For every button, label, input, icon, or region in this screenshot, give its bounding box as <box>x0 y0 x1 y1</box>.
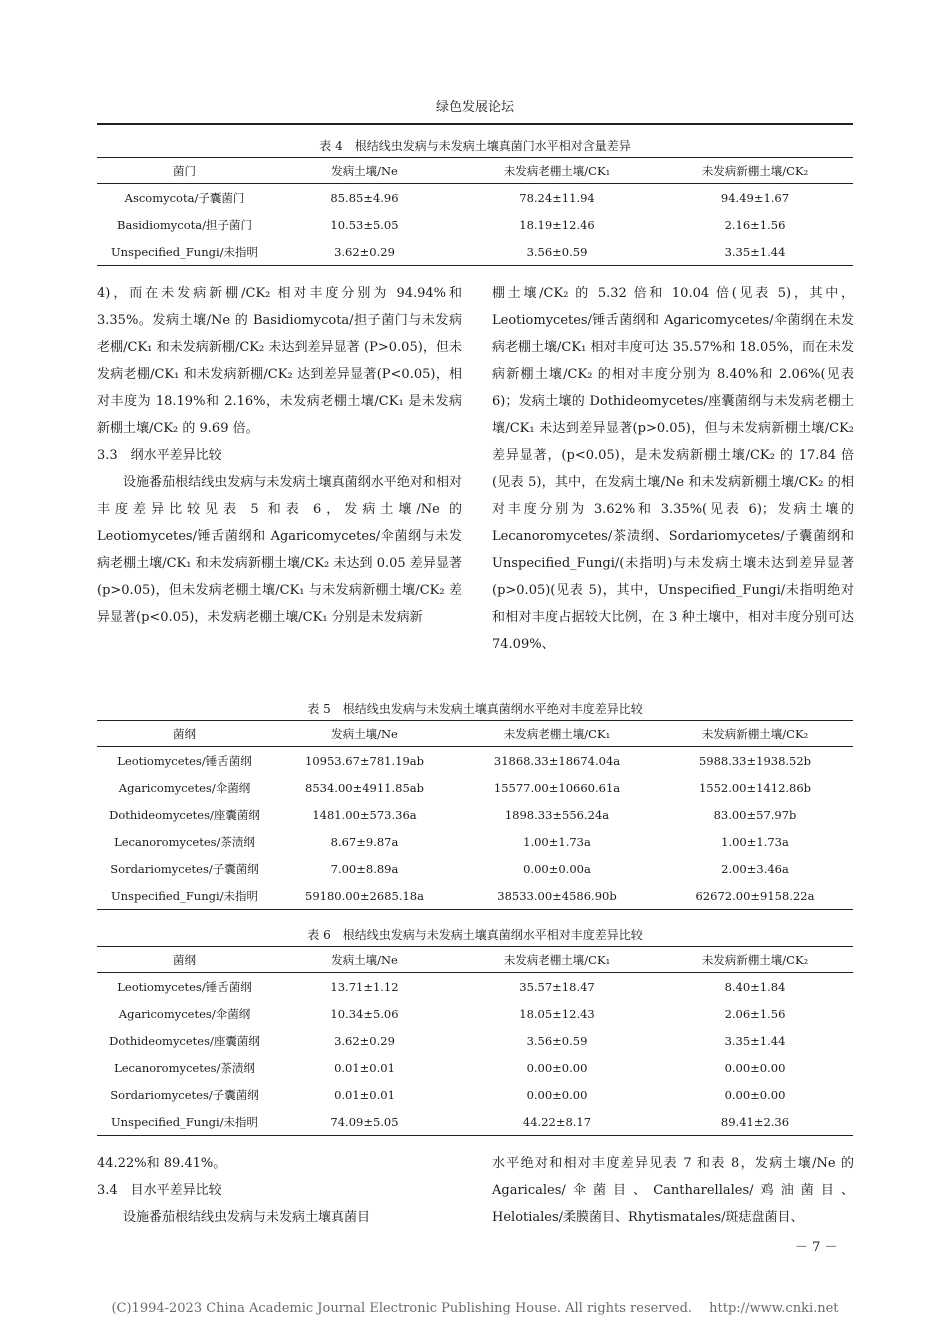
table-row <box>97 1054 853 1081</box>
table-row <box>97 828 853 855</box>
section-heading-3-4: 3.4 目水平差异比较 <box>97 1183 222 1198</box>
table-row <box>97 1108 853 1136</box>
table-cell: 59180.00±2685.18a <box>272 882 457 910</box>
table-cell: 3.56±0.59 <box>526 1033 588 1048</box>
table-cell: 2.16±1.56 <box>724 217 786 232</box>
header-rule <box>97 123 853 125</box>
table-cell: 0.00±0.00a <box>523 861 591 876</box>
table-cell: 89.41±2.36 <box>657 1108 853 1136</box>
table6-caption: 表 6 根结线虫发病与未发病土壤真菌纲水平相对丰度差异比较 <box>307 928 643 942</box>
table5-caption: 表 5 根结线虫发病与未发病土壤真菌纲水平绝对丰度差异比较 <box>307 702 643 716</box>
table-cell: 2.00±3.46a <box>721 861 789 876</box>
table-cell: 1.00±1.73a <box>721 834 789 849</box>
table-cell: Lecanoromycetes/茶渍纲 <box>114 1060 255 1075</box>
table-row <box>97 973 853 1001</box>
table-row <box>97 238 853 266</box>
table-cell: 83.00±57.97b <box>713 807 797 822</box>
column-header: 菌纲 <box>97 947 272 973</box>
table-cell: 3.35±1.44 <box>724 1033 786 1048</box>
table-cell: Leotiomycetes/锤舌菌纲 <box>117 753 252 768</box>
left-column-2 <box>97 1150 462 1231</box>
table-cell: 1481.00±573.36a <box>312 807 417 822</box>
table-cell: 0.00±0.00 <box>526 1087 588 1102</box>
table-cell: 10953.67±781.19ab <box>305 753 424 768</box>
paragraph: 44.22%和 89.41%。 <box>97 1156 227 1171</box>
table-cell: Basidiomycota/担子菌门 <box>117 217 252 232</box>
paragraph: 设施番茄根结线虫发病与未发病土壤真菌目 <box>123 1210 371 1225</box>
table-row <box>97 774 853 801</box>
column-header: 菌纲 <box>97 721 272 747</box>
table-row <box>97 1081 853 1108</box>
table-cell: 1.00±1.73a <box>523 834 591 849</box>
table4-caption: 表 4 根结线虫发病与未发病土壤真菌门水平相对含量差异 <box>319 139 631 153</box>
table-cell: 62672.00±9158.22a <box>657 882 853 910</box>
table-cell: 5988.33±1938.52b <box>698 753 812 768</box>
column-header: 菌门 <box>97 158 272 184</box>
column-header: 发病土壤/Ne <box>272 158 457 184</box>
table-cell: 0.01±0.01 <box>334 1060 395 1075</box>
column-header: 未发病新棚土壤/CK₂ <box>657 947 853 973</box>
table-cell: 74.09±5.05 <box>272 1108 457 1136</box>
table-cell: 10.53±5.05 <box>330 217 399 232</box>
table-cell: Sordariomycetes/子囊菌纲 <box>110 861 259 876</box>
table-cell: Dothideomycetes/座囊菌纲 <box>109 807 260 822</box>
left-column-1 <box>97 280 462 631</box>
table-cell: 8.67±9.87a <box>330 834 399 849</box>
table-cell: 8534.00±4911.85ab <box>305 780 424 795</box>
table6 <box>97 946 853 1136</box>
column-header: 未发病老棚土壤/CK₁ <box>457 721 657 747</box>
table5 <box>97 720 853 910</box>
column-header: 未发病老棚土壤/CK₁ <box>457 158 657 184</box>
table-row <box>97 1000 853 1027</box>
copyright-footer: (C)1994-2023 China Academic Journal Electronic Publishing House. All rights reserved. http://www.cnki.net <box>111 1301 839 1316</box>
table-cell: 3.62±0.29 <box>334 1033 395 1048</box>
paragraph: 4)，而在未发病新棚/CK₂ 相对丰度分别为 94.94%和 3.35%。发病土壤/Ne 的 Basidiomycota/担子菌门与未发病老棚/CK₁ 和未发病新棚/CK₂ 未达到差异显著 (P>0.05)，但未发病老棚/CK₁ 和未发病新棚/CK₂ 达到差异显著(P<0.05)，相对丰度为 18.19%和 2.16%，未发病老棚土壤/CK₁ 是未发病新棚土壤/CK₂ 的 9.69 倍。 <box>97 286 462 436</box>
table-cell: Agaricomycetes/伞菌纲 <box>118 1006 251 1021</box>
section-heading-3-3: 3.3 纲水平差异比较 <box>97 448 222 463</box>
table-cell: Sordariomycetes/子囊菌纲 <box>110 1087 259 1102</box>
paragraph: 水平绝对和相对丰度差异见表 7 和表 8，发病土壤/Ne 的 Agaricales/伞菌目、Cantharellales/鸡油菌目、Helotiales/柔膜菌目、Rhytismatales/斑痣盘菌目、 <box>492 1156 854 1225</box>
table-row <box>97 1027 853 1054</box>
table-cell: 8.40±1.84 <box>724 979 786 994</box>
table-cell: 78.24±11.94 <box>519 190 595 205</box>
right-column-2 <box>492 1150 854 1231</box>
table-cell: 0.00±0.00 <box>724 1087 786 1102</box>
table-cell: Unspecified_Fungi/未指明 <box>97 1108 272 1136</box>
column-header: 未发病新棚土壤/CK₂ <box>657 158 853 184</box>
table-cell: 85.85±4.96 <box>330 190 399 205</box>
table-cell: Ascomycota/子囊菌门 <box>124 190 245 205</box>
table-cell: 31868.33±18674.04a <box>493 753 621 768</box>
table-cell: 18.19±12.46 <box>519 217 595 232</box>
column-header: 未发病新棚土壤/CK₂ <box>657 721 853 747</box>
table-cell: 94.49±1.67 <box>720 190 790 205</box>
table-header-row <box>97 947 853 973</box>
table-row <box>97 747 853 775</box>
table-cell: 1552.00±1412.86b <box>698 780 812 795</box>
table-cell: Lecanoromycetes/茶渍纲 <box>114 834 255 849</box>
table-cell: 35.57±18.47 <box>519 979 595 994</box>
paragraph: 棚土壤/CK₂ 的 5.32 倍和 10.04 倍(见表 5)，其中，Leotiomycetes/锤舌菌纲和 Agaricomycetes/伞菌纲在未发病老棚土壤/CK₁ 相对丰度可达 35.57%和 18.05%，而在未发病新棚土壤/CK₂ 的相对丰度分别为 8.40%和 2.06%(见表 6)；发病土壤的 Dothideomycetes/座囊菌纲与未发病老棚土壤/CK₁ 未达到差异显著(p>0.05)，但与未发病新棚土壤/CK₂ 差异显著，(p<0.05)，是未发病新棚土壤/CK₂ 的 17.84 倍(见表 5)，其中，在发病土壤/Ne 和未发病新棚土壤/CK₂ 的相对丰度分别为 3.62%和 3.35%(见表 6)；发病土壤的 Lecanoromycetes/茶渍纲、Sordariomycetes/子囊菌纲和 Unspecified_Fungi/(未指明)与未发病土壤未达到差异显著(p>0.05)(见表 5)，其中，Unspecified_Fungi/未指明绝对和相对丰度占据较大比例，在 3 种土壤中，相对丰度分别可达74.09%、 <box>492 286 854 652</box>
table-cell: 0.01±0.01 <box>334 1087 395 1102</box>
table-cell: 2.06±1.56 <box>724 1006 786 1021</box>
table-cell: 18.05±12.43 <box>519 1006 595 1021</box>
table-row <box>97 211 853 238</box>
table-cell: 3.56±0.59 <box>457 238 657 266</box>
page-number: － 7 － <box>795 1240 838 1255</box>
table4 <box>97 157 853 266</box>
table-cell: 3.62±0.29 <box>272 238 457 266</box>
table-cell: Leotiomycetes/锤舌菌纲 <box>117 979 252 994</box>
table-row <box>97 801 853 828</box>
table-cell: Agaricomycetes/伞菌纲 <box>118 780 251 795</box>
table-row <box>97 184 853 212</box>
table-cell: Unspecified_Fungi/未指明 <box>97 882 272 910</box>
column-header: 未发病老棚土壤/CK₁ <box>457 947 657 973</box>
column-header: 发病土壤/Ne <box>272 721 457 747</box>
table-row <box>97 855 853 882</box>
table-cell: 3.35±1.44 <box>657 238 853 266</box>
table-row <box>97 882 853 910</box>
table-cell: 0.00±0.00 <box>526 1060 588 1075</box>
column-header: 发病土壤/Ne <box>272 947 457 973</box>
table-cell: 1898.33±556.24a <box>504 807 610 822</box>
table-cell: 0.00±0.00 <box>724 1060 786 1075</box>
table-header-row <box>97 158 853 184</box>
table-cell: Dothideomycetes/座囊菌纲 <box>109 1033 260 1048</box>
running-header: 绿色发展论坛 <box>435 100 514 115</box>
table-cell: 44.22±8.17 <box>457 1108 657 1136</box>
table-cell: 10.34±5.06 <box>330 1006 399 1021</box>
right-column-1 <box>492 280 854 658</box>
table-cell: 13.71±1.12 <box>330 979 399 994</box>
table-cell: 15577.00±10660.61a <box>493 780 621 795</box>
table-cell: Unspecified_Fungi/未指明 <box>97 238 272 266</box>
paragraph: 设施番茄根结线虫发病与未发病土壤真菌纲水平绝对和相对丰度差异比较见表 5 和表 6，发病土壤/Ne 的 Leotiomycetes/锤舌菌纲和 Agaricomycetes/伞菌纲与未发病老棚土壤/CK₁ 和未发病新棚土壤/CK₂ 未达到 0.05 差异显著(p>0.05)，但未发病老棚土壤/CK₁ 与未发病新棚土壤/CK₂ 差异显著(p<0.05)，未发病老棚土壤/CK₁ 分别是未发病新 <box>97 475 462 625</box>
table-header-row <box>97 721 853 747</box>
table-cell: 7.00±8.89a <box>330 861 399 876</box>
table-cell: 38533.00±4586.90b <box>457 882 657 910</box>
